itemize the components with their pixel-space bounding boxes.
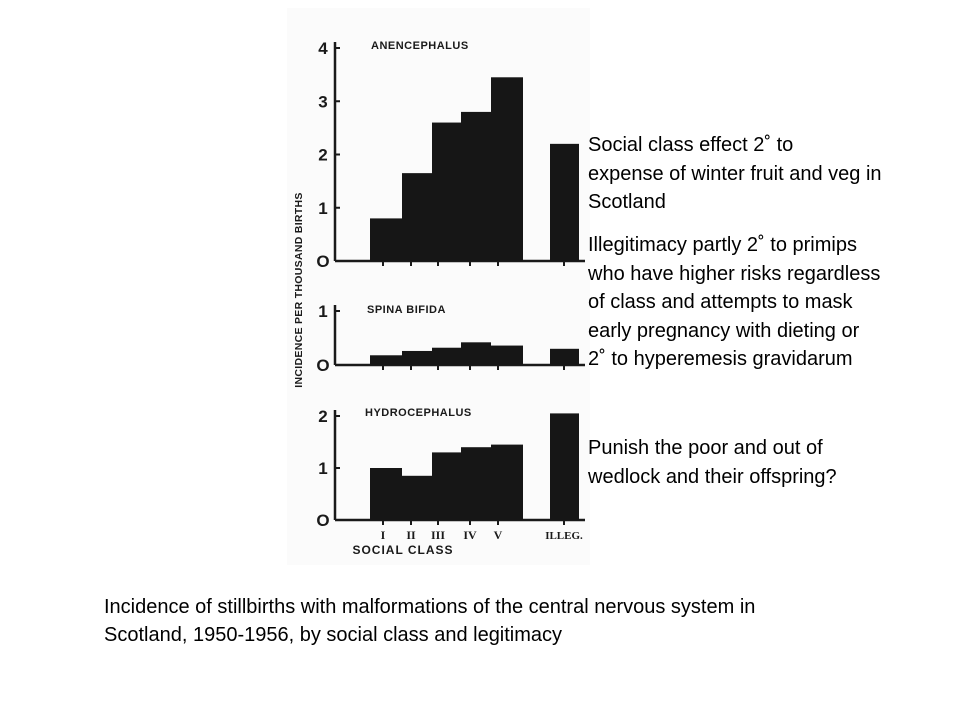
y-tick-label: O — [316, 356, 330, 375]
y-tick-label: 1 — [318, 198, 328, 218]
x-tick-label: III — [430, 528, 446, 542]
bar-hydrocephalus-6 — [550, 413, 579, 520]
bar-spina-bifida-6 — [550, 349, 579, 365]
x-axis-label: SOCIAL CLASS — [352, 543, 454, 557]
bar-spina-bifida-4 — [461, 342, 491, 365]
bar-spina-bifida-3 — [432, 348, 461, 365]
social-class-note: Social class effect 2˚ to expense of winter fruit and veg in Scotland — [588, 134, 882, 213]
malformation-bar-charts — [287, 8, 590, 565]
panel-title: SPINA BIFIDA — [367, 304, 446, 316]
bar-anencephalus-6 — [550, 144, 579, 261]
x-tick-label: ILLEG. — [545, 530, 583, 542]
y-tick-label: O — [316, 252, 330, 271]
x-tick-label: IV — [463, 528, 477, 542]
bar-hydrocephalus-1 — [370, 468, 402, 520]
bar-anencephalus-4 — [461, 112, 491, 261]
bar-anencephalus-2 — [402, 173, 432, 261]
panel-title: ANENCEPHALUS — [371, 40, 469, 52]
figure-panel — [287, 8, 590, 565]
bar-hydrocephalus-5 — [491, 445, 523, 520]
bar-spina-bifida-2 — [402, 351, 432, 365]
y-tick-label: 4 — [318, 39, 328, 58]
y-tick-label: 2 — [318, 407, 328, 426]
illegitimacy-note: Illegitimacy partly 2˚ to primips who have higher risks regardless of class and attempts to mask early pregnancy with dieting or 2˚ to hyperemesis gravidarum — [588, 234, 881, 370]
bar-anencephalus-1 — [370, 218, 402, 261]
y-tick-label: 1 — [318, 459, 328, 478]
y-tick-label: 3 — [318, 92, 328, 112]
bar-anencephalus-3 — [432, 123, 461, 261]
bar-hydrocephalus-2 — [402, 476, 432, 520]
bar-spina-bifida-1 — [370, 355, 402, 365]
bar-hydrocephalus-3 — [432, 452, 461, 520]
bar-spina-bifida-5 — [491, 346, 523, 365]
x-tick-label: II — [406, 528, 416, 542]
y-tick-label: O — [316, 511, 330, 530]
bar-hydrocephalus-4 — [461, 447, 491, 520]
x-tick-label: V — [493, 528, 503, 542]
bar-anencephalus-5 — [491, 77, 523, 261]
y-tick-label: 1 — [318, 302, 328, 321]
y-axis-label: INCIDENCE PER THOUSAND BIRTHS — [293, 192, 305, 388]
punish-note: Punish the poor and out of wedlock and their offspring? — [588, 437, 837, 488]
y-tick-label: 2 — [318, 145, 328, 165]
panel-title: HYDROCEPHALUS — [365, 407, 472, 419]
figure-caption: Incidence of stillbirths with malformations of the central nervous system in Scotland, 1950-1956, by social class and legitimacy — [104, 596, 756, 646]
x-tick-label: I — [380, 528, 386, 542]
